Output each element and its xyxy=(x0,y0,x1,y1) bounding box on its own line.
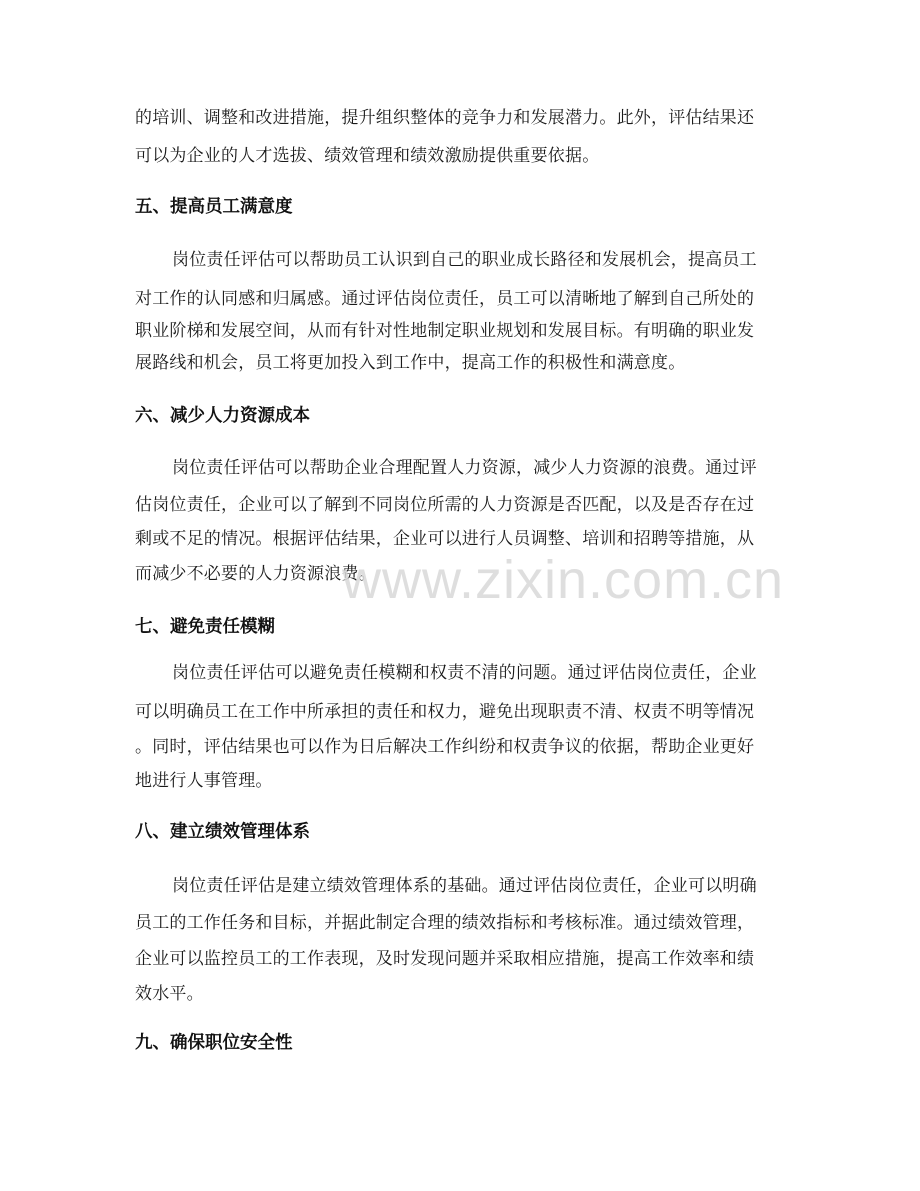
section-5-line-2: 对工作的认同感和归属感。通过评估岗位责任，员工可以清晰地了解到自己所处的 xyxy=(135,289,755,309)
section-8-line-3: 企业可以监控员工的工作表现，及时发现问题并采取相应措施，提高工作效率和绩 xyxy=(135,949,755,969)
section-8-line-4: 效水平。 xyxy=(135,984,204,1004)
section-6-line-3: 剩或不足的情况。根据评估结果，企业可以进行人员调整、培训和招聘等措施，从 xyxy=(135,529,755,549)
intro-line-2: 可以为企业的人才选拔、绩效管理和绩效激励提供重要依据。 xyxy=(135,146,600,166)
section-7-line-1: 岗位责任评估可以避免责任模糊和权责不清的问题。通过评估岗位责任，企业 xyxy=(172,663,757,683)
section-5-line-4: 展路线和机会，员工将更加投入到工作中，提高工作的积极性和满意度。 xyxy=(135,353,686,373)
section-8-line-2: 员工的工作任务和目标，并据此制定合理的绩效指标和考核标准。通过绩效管理， xyxy=(135,913,755,933)
intro-line-1: 的培训、调整和改进措施，提升组织整体的竞争力和发展潜力。此外，评估结果还 xyxy=(135,108,755,128)
section-heading-8: 八、建立绩效管理体系 xyxy=(135,822,310,842)
section-6-line-2: 估岗位责任，企业可以了解到不同岗位所需的人力资源是否匹配，以及是否存在过 xyxy=(135,495,755,515)
section-heading-5: 五、提高员工满意度 xyxy=(135,197,293,217)
section-7-line-2: 可以明确员工在工作中所承担的责任和权力，避免出现职责不清、权责不明等情况 xyxy=(135,702,755,722)
section-6-line-1: 岗位责任评估可以帮助企业合理配置人力资源，减少人力资源的浪费。通过评 xyxy=(172,458,757,478)
section-heading-7: 七、避免责任模糊 xyxy=(135,617,275,637)
watermark: www.zixin.com.cn xyxy=(342,550,785,610)
section-heading-6: 六、减少人力资源成本 xyxy=(135,406,310,426)
section-5-line-1: 岗位责任评估可以帮助员工认识到自己的职业成长路径和发展机会，提高员工 xyxy=(172,250,757,270)
section-6-line-4: 而减少不必要的人力资源浪费。 xyxy=(135,564,376,584)
section-8-line-1: 岗位责任评估是建立绩效管理体系的基础。通过评估岗位责任，企业可以明确 xyxy=(172,876,757,896)
section-heading-9: 九、确保职位安全性 xyxy=(135,1033,293,1053)
section-7-line-3: 。同时，评估结果也可以作为日后解决工作纠纷和权责争议的依据，帮助企业更好 xyxy=(135,737,755,757)
section-5-line-3: 职业阶梯和发展空间，从而有针对性地制定职业规划和发展目标。有明确的职业发 xyxy=(135,321,755,341)
section-7-line-4: 地进行人事管理。 xyxy=(135,771,273,791)
